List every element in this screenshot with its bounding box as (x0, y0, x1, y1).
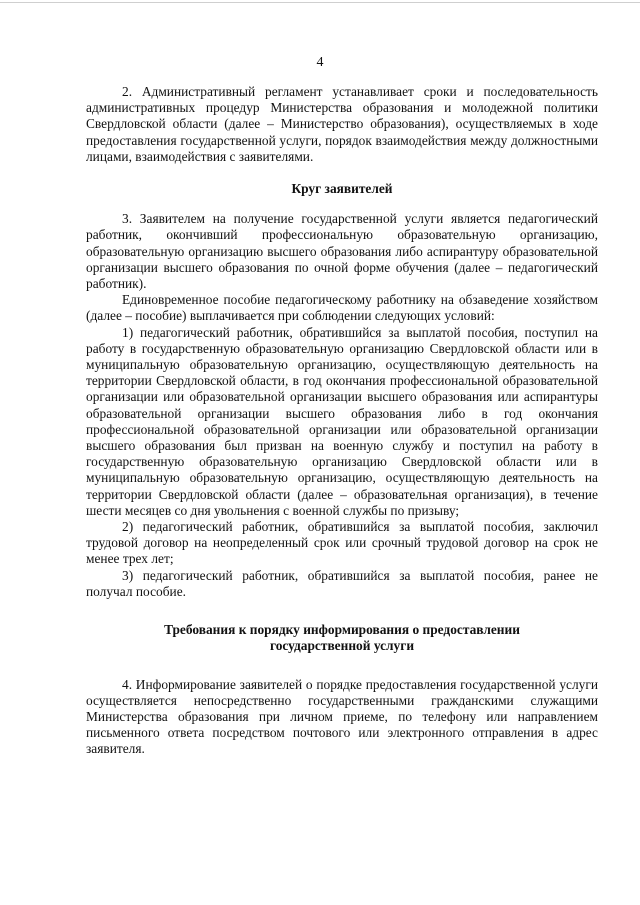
heading-informing (86, 622, 598, 654)
paragraph-3: 3. Заявителем на получение государственной услуги является педагогический работник, окончивший профессиональную образовательную организацию, образовательную организацию высшего образования либо аспирантуру образовательной организации высшего образования по очной форме обучения (далее – педагогический работник). (86, 211, 598, 292)
document-body (86, 84, 598, 758)
heading-informing-line-1: Требования к порядку информирования о предоставлении (164, 622, 520, 638)
condition-2: 2) педагогический работник, обратившийся за выплатой пособия, заключил трудовой договор на неопределенный срок или срочный трудовой договор на срок не менее трех лет; (86, 519, 598, 567)
heading-informing-line-2: государственной услуги (269, 638, 415, 654)
condition-1: 1) педагогический работник, обратившийся за выплатой пособия, поступил на работу в государственную образовательную организацию Свердловской области или в муниципальную образовательную организацию, осуществляющую деятельность на территории Свердловской области, в год окончания профессиональной образовательной организации или образовательной организации высшего образования или аспирантуры образовательной организации высшего образования либо в год окончания профессиональной образовательной организации или образовательной организации высшего образования был призван на военную службу и поступил на работу в государственную образовательную организацию Свердловской области или в муниципальную образовательную организацию, осуществляющую деятельность на территории Свердловской области (далее – образовательная организация), в течение шести месяцев со дня увольнения с военной службы по призыву; (86, 324, 598, 518)
heading-applicants: Круг заявителей (291, 181, 393, 197)
paragraph-3-allowance: Единовременное пособие педагогическому работнику на обзаведение хозяйством (далее – пособие) выплачивается при соблюдении следующих условий: (86, 292, 598, 324)
condition-3: 3) педагогический работник, обратившийся за выплатой пособия, ранее не получал пособие. (86, 567, 598, 599)
paragraph-2: 2. Административный регламент устанавливает сроки и последовательность административных процедур Министерства образования и молодежной политики Свердловской области (далее – Министерство образования), осуществляемых в ходе предоставления государственной услуги, порядок взаимодействия между должностными лицами, взаимодействия с заявителями. (86, 84, 598, 164)
scan-edge-line (0, 2, 640, 3)
page-number: 4 (316, 55, 324, 70)
paragraph-4: 4. Информирование заявителей о порядке предоставления государственной услуги осуществляется непосредственно государственными гражданскими служащими Министерства образования при личном приеме, по телефону или направлением письменного ответа посредством почтового или электронного отправления в адрес заявителя. (86, 676, 598, 757)
